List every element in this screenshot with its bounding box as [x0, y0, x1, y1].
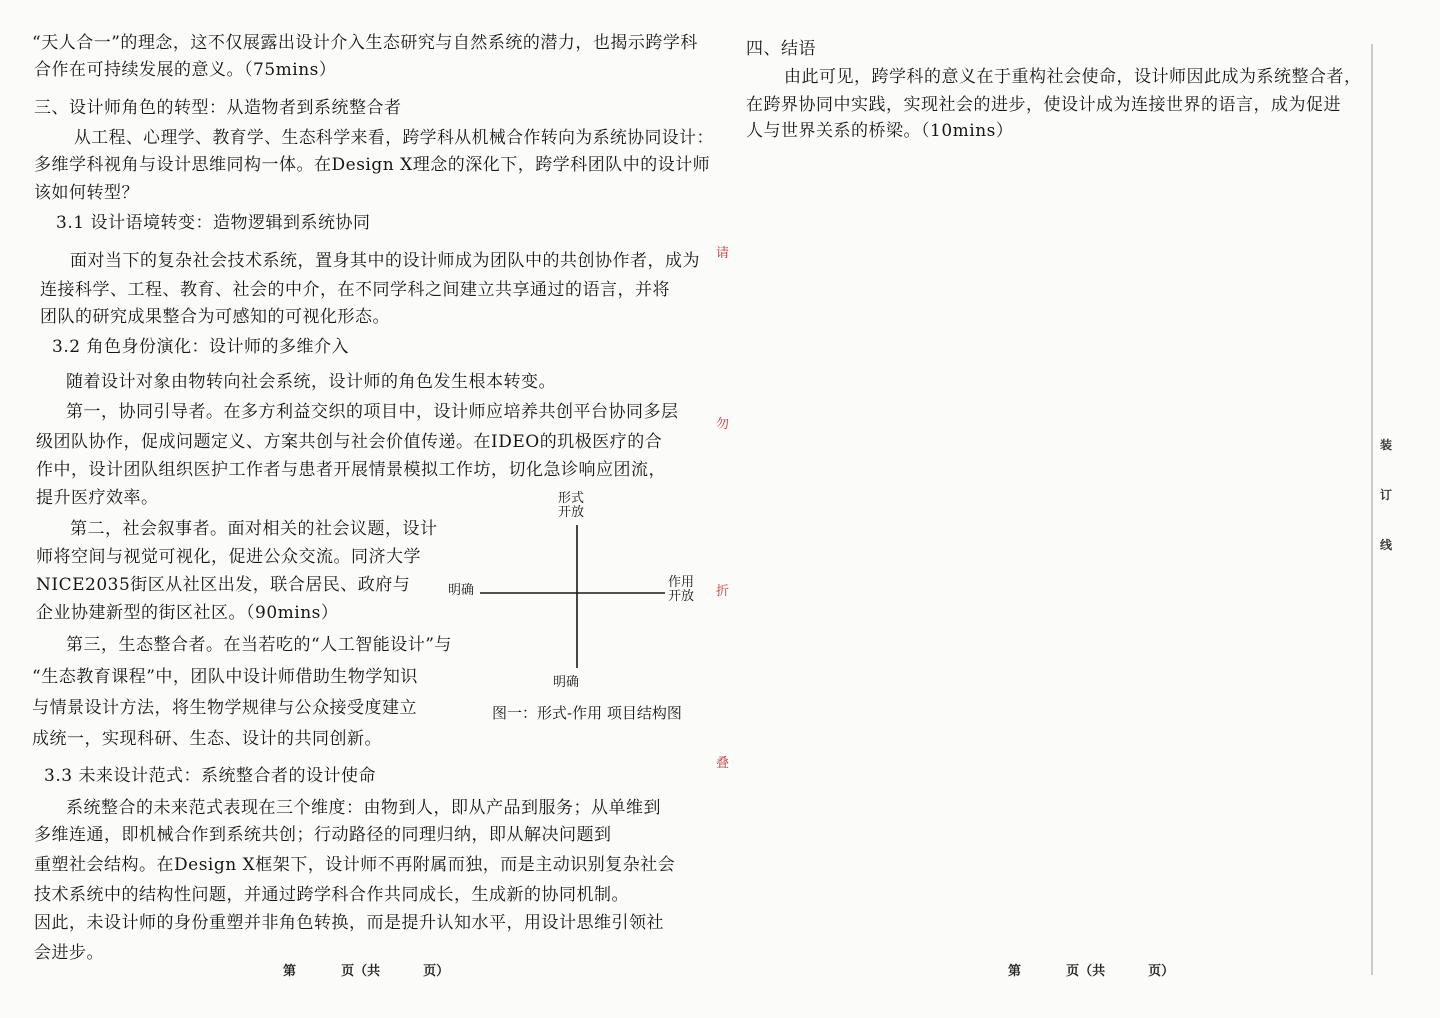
- text-line: 随着设计对象由物转向社会系统，设计师的角色发生根本转变。: [66, 372, 556, 392]
- text-line: 第二，社会叙事者。面对相关的社会议题，设计: [70, 519, 438, 539]
- text-line: 与情景设计方法，将生物学规律与公众接受度建立: [32, 698, 417, 718]
- right-page-footer: [1008, 960, 1174, 979]
- diagram-top-label: 形式 开放: [558, 491, 585, 520]
- fold-mark: 勿: [716, 417, 730, 432]
- text-line: 第三，生态整合者。在当若吃的“人工智能设计”与: [66, 635, 452, 655]
- left-page-footer: [283, 960, 449, 979]
- fold-mark: 请: [716, 246, 730, 261]
- text-line: 从工程、心理学、教育学、生态科学来看，跨学科从机械合作转向为系统协同设计：: [74, 128, 714, 148]
- diagram-caption: 图一：形式-作用 项目结构图: [492, 704, 682, 722]
- text-line: 多维学科视角与设计思维同构一体。在Design X理念的深化下，跨学科团队中的设计师: [34, 155, 711, 175]
- text-line: 级团队协作，促成问题定义、方案共创与社会价值传递。在IDEO的玑极医疗的合: [36, 432, 663, 452]
- text-line: 该如何转型？: [34, 183, 139, 203]
- footer-ye-end: 页）: [1148, 964, 1175, 979]
- section-heading: 四、结语: [746, 39, 816, 59]
- text-line: 提升医疗效率。: [36, 488, 159, 508]
- text-line: 作中，设计团队组织医护工作者与患者开展情景模拟工作坊，切化急诊响应团流，: [36, 460, 666, 480]
- text-line: 面对当下的复杂社会技术系统，置身其中的设计师成为团队中的共创协作者，成为: [70, 251, 700, 271]
- section-heading: 三、设计师角色的转型：从造物者到系统整合者: [34, 98, 402, 118]
- footer-di: 第: [283, 964, 297, 979]
- text-line: 团队的研究成果整合为可感知的可视化形态。: [40, 307, 390, 327]
- binding-mark: 订: [1380, 488, 1393, 502]
- text-line: 由此可见，跨学科的意义在于重构社会使命，设计师因此成为系统整合者，: [784, 67, 1362, 87]
- text-line: 技术系统中的结构性问题，并通过跨学科合作共同成长，生成新的协同机制。: [34, 885, 629, 905]
- subsection-heading: 3.2 角色身份演化：设计师的多维介入: [52, 337, 349, 357]
- text-line: 系统整合的未来范式表现在三个维度：由物到人，即从产品到服务；从单维到: [66, 798, 661, 818]
- text-line: “天人合一”的理念，这不仅展露出设计介入生态研究与自然系统的潜力，也揭示跨学科: [32, 33, 698, 53]
- subsection-heading: 3.1 设计语境转变：造物逻辑到系统协同: [56, 213, 371, 233]
- footer-ye: 页（共: [341, 964, 381, 979]
- fold-mark: 叠: [716, 756, 730, 771]
- footer-di: 第: [1008, 964, 1022, 979]
- text-line: 成统一，实现科研、生态、设计的共同创新。: [32, 729, 382, 749]
- text-line: 师将空间与视觉可视化，促进公众交流。同济大学: [36, 547, 421, 567]
- diagram-right-label: 作用 开放: [668, 575, 695, 604]
- text-line: 第一，协同引导者。在多方利益交织的项目中，设计师应培养共创平台协同多层: [66, 402, 679, 422]
- text-line: “生态教育课程”中，团队中设计师借助生物学知识: [32, 667, 418, 687]
- text-line: 连接科学、工程、教育、社会的中介，在不同学科之间建立共享通过的语言，并将: [40, 280, 670, 300]
- text-line: 重塑社会结构。在Design X框架下，设计师不再附属而独，而是主动识别复杂社会: [34, 855, 676, 875]
- footer-ye-end: 页）: [423, 964, 450, 979]
- text-line: 企业协建新型的街区社区。（90mins）: [36, 603, 339, 623]
- footer-ye: 页（共: [1066, 964, 1106, 979]
- binding-mark: 线: [1380, 538, 1393, 552]
- binding-mark: 装: [1380, 438, 1393, 452]
- text-line: 合作在可持续发展的意义。（75mins）: [34, 60, 337, 80]
- text-line: 人与世界关系的桥梁。（10mins）: [746, 121, 1014, 141]
- text-line: NICE2035街区从社区出发，联合居民、政府与: [36, 575, 411, 595]
- diagram-left-label: 明确: [448, 583, 475, 598]
- text-line: 多维连通，即机械合作到系统共创；行动路径的同理归纳，即从解决问题到: [34, 825, 612, 845]
- subsection-heading: 3.3 未来设计范式：系统整合者的设计使命: [44, 766, 376, 786]
- text-line: 在跨界协同中实践，实现社会的进步，使设计成为连接世界的语言，成为促进: [746, 95, 1341, 115]
- fold-mark: 折: [716, 584, 730, 599]
- text-line: 因此，未设计师的身份重塑并非角色转换，而是提升认知水平，用设计思维引领社: [34, 913, 664, 933]
- text-line: 会进步。: [34, 943, 104, 963]
- diagram-bottom-label: 明确: [553, 675, 580, 690]
